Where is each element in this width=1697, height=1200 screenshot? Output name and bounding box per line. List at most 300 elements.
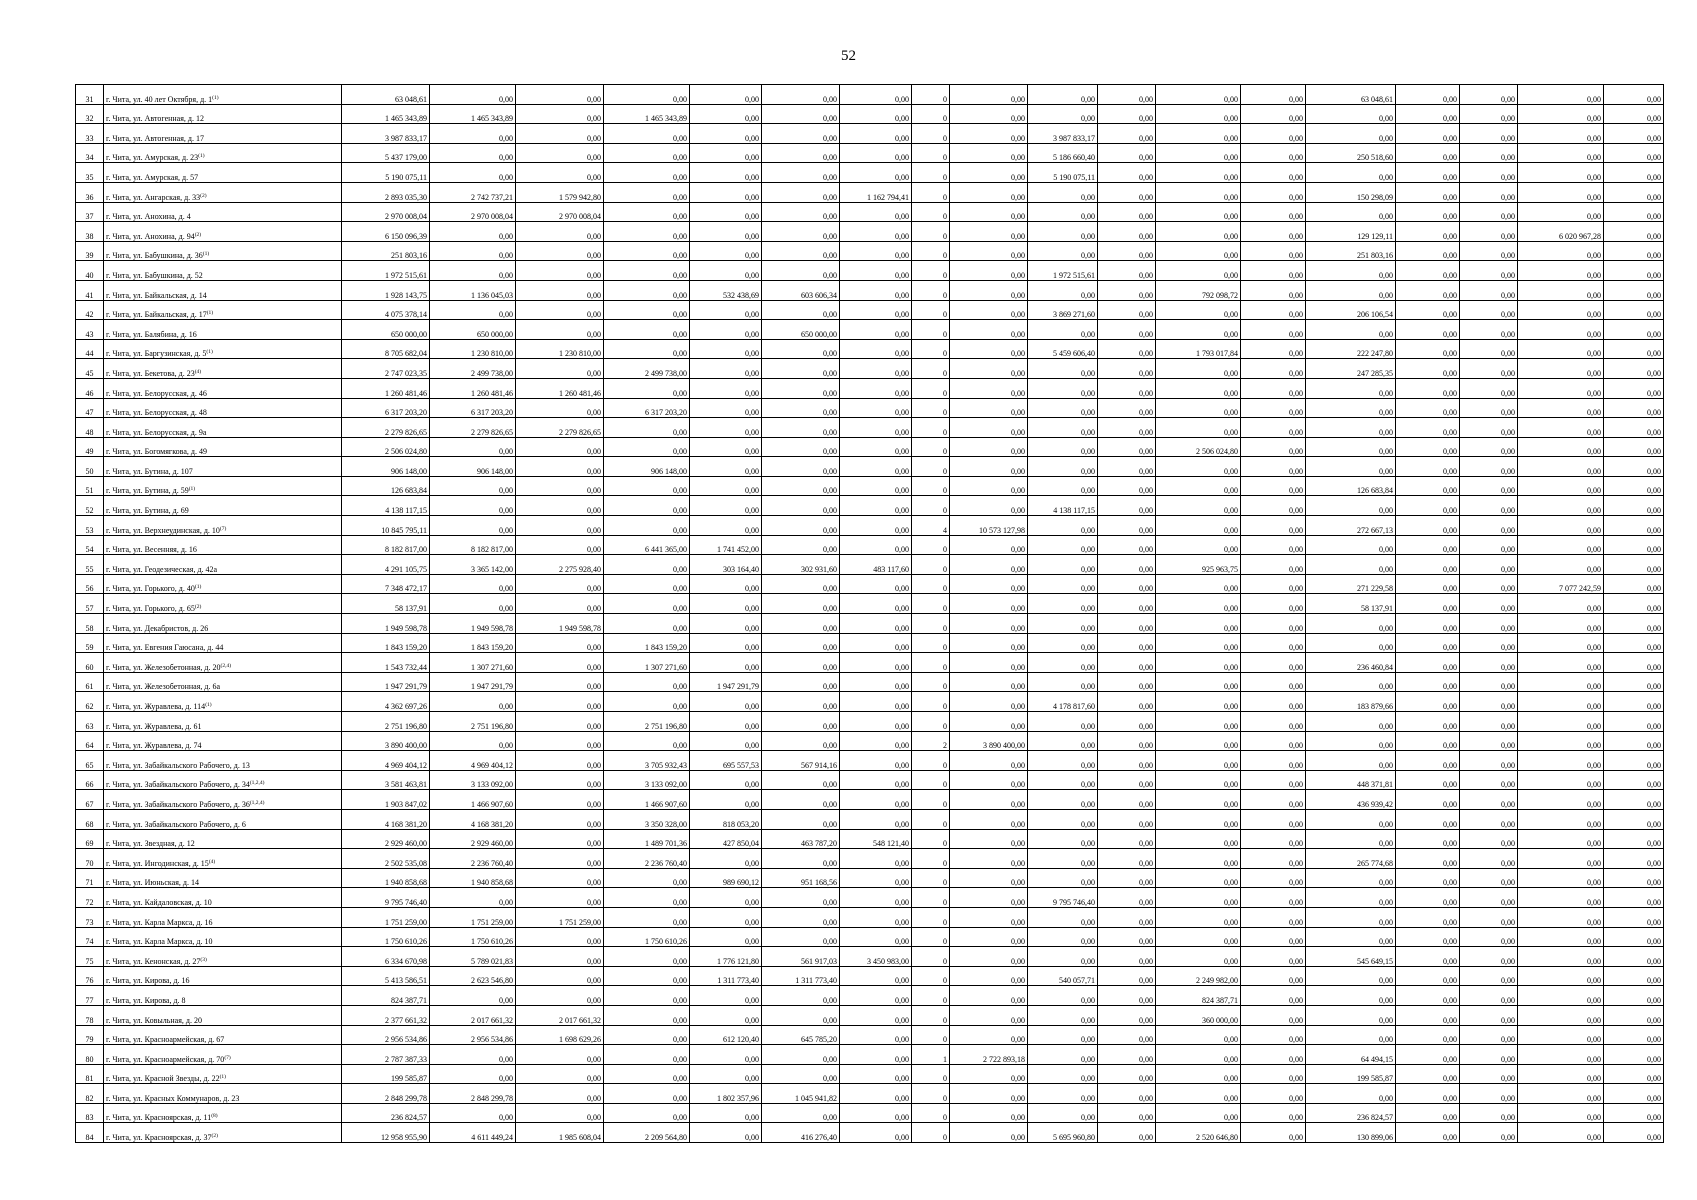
value-cell: 0,00 [1241, 202, 1306, 222]
row-number: 47 [76, 398, 104, 418]
value-cell: 0,00 [1098, 241, 1156, 261]
value-cell: 4 [912, 516, 950, 536]
value-cell: 0 [912, 1123, 950, 1143]
row-number: 34 [76, 143, 104, 163]
row-number: 33 [76, 124, 104, 144]
value-cell: 0,00 [1098, 1123, 1156, 1143]
value-cell: 416 276,40 [762, 1123, 840, 1143]
value-cell: 0,00 [516, 809, 604, 829]
value-cell: 0,00 [1028, 1084, 1098, 1104]
value-cell: 0,00 [840, 633, 912, 653]
address-text: г. Чита, ул. Геодезическая, д. 42а [106, 564, 218, 574]
value-cell: 0,00 [1518, 555, 1604, 575]
address-text: г. Чита, ул. Декабристов, д. 26 [106, 623, 209, 633]
table-row [76, 339, 1664, 359]
address-cell [104, 202, 342, 222]
total-cost-cell: 2 506 024,80 [342, 437, 430, 457]
value-cell: 0,00 [762, 1064, 840, 1084]
value-cell: 0,00 [1604, 868, 1664, 888]
value-cell: 0,00 [840, 1025, 912, 1045]
value-cell: 0,00 [1028, 398, 1098, 418]
address-text: г. Чита, ул. Красных Коммунаров, д. 23 [106, 1093, 240, 1103]
value-cell: 0,00 [516, 241, 604, 261]
value-cell: 0,00 [1518, 261, 1604, 281]
value-cell: 0,00 [1156, 751, 1241, 771]
value-cell: 150 298,09 [1306, 182, 1396, 202]
value-cell: 0,00 [516, 143, 604, 163]
value-cell: 0,00 [1604, 829, 1664, 849]
value-cell: 0,00 [1518, 849, 1604, 869]
value-cell: 1 260 481,46 [430, 378, 516, 398]
value-cell: 0 [912, 1005, 950, 1025]
value-cell: 0,00 [516, 104, 604, 124]
table-row [76, 1123, 1664, 1143]
value-cell: 0,00 [1460, 163, 1518, 183]
value-cell: 0,00 [1306, 751, 1396, 771]
table-row [76, 947, 1664, 967]
value-cell: 0,00 [1604, 300, 1664, 320]
value-cell: 0,00 [840, 751, 912, 771]
value-cell: 2 742 737,21 [430, 182, 516, 202]
value-cell: 0,00 [950, 280, 1028, 300]
address-cell [104, 261, 342, 281]
value-cell: 0,00 [1241, 966, 1306, 986]
value-cell: 0,00 [950, 692, 1028, 712]
value-cell: 0,00 [690, 1045, 762, 1065]
table-row [76, 85, 1664, 105]
value-cell: 0,00 [1460, 692, 1518, 712]
value-cell: 0,00 [1604, 222, 1664, 242]
value-cell: 989 690,12 [690, 868, 762, 888]
value-cell: 4 168 381,20 [430, 809, 516, 829]
row-number: 66 [76, 770, 104, 790]
value-cell: 0,00 [840, 143, 912, 163]
value-cell: 0,00 [1156, 868, 1241, 888]
value-cell: 0,00 [1396, 947, 1460, 967]
value-cell: 0,00 [1306, 888, 1396, 908]
value-cell: 0,00 [516, 712, 604, 732]
value-cell: 0,00 [604, 222, 690, 242]
value-cell: 0,00 [604, 966, 690, 986]
value-cell: 0,00 [762, 261, 840, 281]
value-cell: 0,00 [1518, 692, 1604, 712]
address-cell [104, 907, 342, 927]
value-cell: 0,00 [1241, 496, 1306, 516]
total-cost-cell: 5 413 586,51 [342, 966, 430, 986]
address-cell [104, 712, 342, 732]
value-cell: 0,00 [690, 320, 762, 340]
row-number: 58 [76, 614, 104, 634]
value-cell: 0,00 [604, 143, 690, 163]
value-cell: 0,00 [950, 574, 1028, 594]
address-cell [104, 124, 342, 144]
value-cell: 0,00 [1098, 535, 1156, 555]
address-cell [104, 241, 342, 261]
value-cell: 2 [912, 731, 950, 751]
address-text: г. Чита, ул. Анохина, д. 4 [106, 212, 191, 222]
value-cell: 0,00 [950, 712, 1028, 732]
value-cell: 0,00 [762, 202, 840, 222]
value-cell: 0,00 [762, 535, 840, 555]
value-cell: 0,00 [1604, 261, 1664, 281]
value-cell: 0,00 [1028, 633, 1098, 653]
row-number: 60 [76, 653, 104, 673]
value-cell: 0,00 [950, 829, 1028, 849]
footnote-marker: (1) [205, 702, 212, 708]
value-cell: 0,00 [1098, 829, 1156, 849]
value-cell: 0,00 [1241, 163, 1306, 183]
value-cell: 236 460,84 [1306, 653, 1396, 673]
value-cell: 0,00 [762, 849, 840, 869]
value-cell: 0,00 [950, 300, 1028, 320]
total-cost-cell: 4 362 697,26 [342, 692, 430, 712]
address-text: г. Чита, ул. Красноармейская, д. 70 [106, 1054, 225, 1064]
address-text: г. Чита, ул. Баргузинская, д. 5 [106, 349, 207, 359]
value-cell: 0,00 [1098, 222, 1156, 242]
value-cell: 483 117,60 [840, 555, 912, 575]
value-cell: 0,00 [1460, 1045, 1518, 1065]
value-cell: 0,00 [690, 1005, 762, 1025]
value-cell: 0,00 [516, 1103, 604, 1123]
value-cell: 236 824,57 [1306, 1103, 1396, 1123]
address-text: г. Чита, ул. Забайкальского Рабочего, д. 13 [106, 760, 250, 770]
value-cell: 0,00 [1604, 770, 1664, 790]
table-row [76, 868, 1664, 888]
value-cell: 0,00 [1396, 966, 1460, 986]
value-cell: 0,00 [1028, 653, 1098, 673]
value-cell: 0,00 [1604, 104, 1664, 124]
value-cell: 0,00 [1604, 594, 1664, 614]
value-cell: 0,00 [604, 476, 690, 496]
value-cell: 0,00 [1460, 633, 1518, 653]
value-cell: 0,00 [1028, 1103, 1098, 1123]
value-cell: 2 623 546,80 [430, 966, 516, 986]
value-cell: 0,00 [840, 280, 912, 300]
address-cell [104, 437, 342, 457]
value-cell: 1 972 515,61 [1028, 261, 1098, 281]
value-cell: 0,00 [1241, 849, 1306, 869]
row-number: 80 [76, 1045, 104, 1065]
address-cell [104, 633, 342, 653]
value-cell: 0,00 [1396, 300, 1460, 320]
total-cost-cell: 4 969 404,12 [342, 751, 430, 771]
address-text: г. Чита, ул. Горького, д. 65 [106, 604, 195, 614]
value-cell: 0,00 [604, 672, 690, 692]
total-cost-cell: 2 956 534,86 [342, 1025, 430, 1045]
address-text: г. Чита, ул. Амурская, д. 57 [106, 172, 199, 182]
value-cell: 0,00 [516, 574, 604, 594]
value-cell: 0,00 [840, 790, 912, 810]
value-cell: 0,00 [1306, 555, 1396, 575]
value-cell: 0,00 [516, 437, 604, 457]
value-cell: 0,00 [1396, 104, 1460, 124]
total-cost-cell: 1 903 847,02 [342, 790, 430, 810]
value-cell: 0,00 [1028, 731, 1098, 751]
value-cell: 199 585,87 [1306, 1064, 1396, 1084]
value-cell: 532 438,69 [690, 280, 762, 300]
value-cell: 0,00 [1396, 280, 1460, 300]
value-cell: 0,00 [1028, 280, 1098, 300]
total-cost-cell: 8 182 817,00 [342, 535, 430, 555]
value-cell: 0,00 [1241, 770, 1306, 790]
address-text: г. Чита, ул. Журавлева, д. 74 [106, 741, 202, 751]
value-cell: 0,00 [840, 516, 912, 536]
row-number: 41 [76, 280, 104, 300]
value-cell: 0,00 [604, 868, 690, 888]
address-text: г. Чита, ул. Евгения Гаюсана, д. 44 [106, 643, 224, 653]
value-cell: 0,00 [430, 241, 516, 261]
value-cell: 0,00 [1098, 280, 1156, 300]
value-cell: 0,00 [950, 339, 1028, 359]
total-cost-cell: 2 279 826,65 [342, 418, 430, 438]
table-row [76, 280, 1664, 300]
value-cell: 0,00 [950, 320, 1028, 340]
value-cell: 0,00 [1604, 692, 1664, 712]
value-cell: 0,00 [1241, 1103, 1306, 1123]
value-cell: 0,00 [604, 124, 690, 144]
value-cell: 0,00 [1518, 927, 1604, 947]
value-cell: 0,00 [604, 163, 690, 183]
value-cell: 0,00 [1098, 359, 1156, 379]
value-cell: 206 106,54 [1306, 300, 1396, 320]
value-cell: 0,00 [1241, 437, 1306, 457]
value-cell: 0,00 [1396, 476, 1460, 496]
value-cell: 548 121,40 [840, 829, 912, 849]
address-text: г. Чита, ул. Кирова, д. 8 [106, 995, 186, 1005]
value-cell: 0,00 [690, 770, 762, 790]
value-cell: 0,00 [1518, 966, 1604, 986]
value-cell: 0,00 [1028, 594, 1098, 614]
row-number: 84 [76, 1123, 104, 1143]
table-row [76, 261, 1664, 281]
table-row [76, 1045, 1664, 1065]
value-cell: 0,00 [1460, 182, 1518, 202]
value-cell: 0,00 [1396, 457, 1460, 477]
value-cell: 0,00 [1518, 339, 1604, 359]
value-cell: 0,00 [1604, 927, 1664, 947]
value-cell: 0,00 [690, 1123, 762, 1143]
value-cell: 0,00 [1604, 1103, 1664, 1123]
value-cell: 0 [912, 966, 950, 986]
value-cell: 0,00 [1098, 770, 1156, 790]
table-row [76, 398, 1664, 418]
value-cell: 0,00 [1156, 1045, 1241, 1065]
value-cell: 0 [912, 790, 950, 810]
value-cell: 0 [912, 182, 950, 202]
value-cell: 0,00 [1518, 535, 1604, 555]
table-row [76, 163, 1664, 183]
value-cell: 0,00 [840, 770, 912, 790]
value-cell: 0,00 [1028, 182, 1098, 202]
address-text: г. Чита, ул. Кирова, д. 16 [106, 976, 190, 986]
row-number: 83 [76, 1103, 104, 1123]
value-cell: 0,00 [1241, 1005, 1306, 1025]
row-number: 70 [76, 849, 104, 869]
value-cell: 906 148,00 [430, 457, 516, 477]
total-cost-cell: 2 787 387,33 [342, 1045, 430, 1065]
value-cell: 0,00 [604, 731, 690, 751]
value-cell: 0,00 [516, 731, 604, 751]
value-cell: 0,00 [1396, 359, 1460, 379]
footnote-marker: (7) [219, 525, 227, 532]
value-cell: 0,00 [516, 633, 604, 653]
total-cost-cell: 1 260 481,46 [342, 378, 430, 398]
value-cell: 0,00 [762, 633, 840, 653]
value-cell: 427 850,04 [690, 829, 762, 849]
value-cell: 0,00 [516, 1064, 604, 1084]
value-cell: 0,00 [950, 496, 1028, 516]
value-cell: 0,00 [1518, 476, 1604, 496]
value-cell: 0,00 [1396, 633, 1460, 653]
value-cell: 1 136 045,03 [430, 280, 516, 300]
value-cell: 0,00 [516, 163, 604, 183]
value-cell: 0,00 [1156, 378, 1241, 398]
value-cell: 0,00 [1518, 241, 1604, 261]
value-cell: 0,00 [1098, 692, 1156, 712]
value-cell: 0,00 [1306, 966, 1396, 986]
value-cell: 0,00 [1306, 809, 1396, 829]
value-cell: 0,00 [1098, 476, 1156, 496]
value-cell: 0,00 [690, 359, 762, 379]
total-cost-cell: 3 581 463,81 [342, 770, 430, 790]
value-cell: 0,00 [1518, 300, 1604, 320]
table-row [76, 790, 1664, 810]
value-cell: 0,00 [690, 1103, 762, 1123]
value-cell: 0,00 [516, 1084, 604, 1104]
value-cell: 0,00 [1396, 1045, 1460, 1065]
value-cell: 0,00 [1518, 457, 1604, 477]
total-cost-cell: 1 465 343,89 [342, 104, 430, 124]
row-number: 45 [76, 359, 104, 379]
value-cell: 0,00 [762, 731, 840, 751]
value-cell: 0,00 [840, 672, 912, 692]
row-number: 39 [76, 241, 104, 261]
value-cell: 0,00 [1460, 829, 1518, 849]
address-cell [104, 163, 342, 183]
address-text: г. Чита, ул. Забайкальского Рабочего, д. 34 [106, 780, 250, 790]
value-cell: 0,00 [840, 653, 912, 673]
value-cell: 0,00 [1518, 653, 1604, 673]
value-cell: 0,00 [1396, 927, 1460, 947]
value-cell: 0,00 [840, 614, 912, 634]
value-cell: 0 [912, 888, 950, 908]
table-row [76, 437, 1664, 457]
address-text: г. Чита, ул. Балябина, д. 16 [106, 329, 197, 339]
address-text: г. Чита, ул. Амурская, д. 23 [106, 153, 199, 163]
value-cell: 0,00 [840, 1045, 912, 1065]
value-cell: 0,00 [1518, 868, 1604, 888]
value-cell: 0,00 [1460, 261, 1518, 281]
value-cell: 0,00 [430, 1045, 516, 1065]
value-cell: 0 [912, 907, 950, 927]
value-cell: 0,00 [840, 85, 912, 105]
value-cell: 0,00 [1156, 574, 1241, 594]
value-cell: 0,00 [690, 163, 762, 183]
value-cell: 0 [912, 849, 950, 869]
value-cell: 0,00 [1306, 457, 1396, 477]
value-cell: 0,00 [1604, 614, 1664, 634]
value-cell: 0,00 [690, 574, 762, 594]
value-cell: 0,00 [1306, 124, 1396, 144]
value-cell: 0,00 [762, 398, 840, 418]
address-cell [104, 947, 342, 967]
value-cell: 2 848 299,78 [430, 1084, 516, 1104]
value-cell: 0,00 [1396, 143, 1460, 163]
value-cell: 1 793 017,84 [1156, 339, 1241, 359]
value-cell: 0,00 [762, 770, 840, 790]
value-cell: 0,00 [762, 222, 840, 242]
value-cell: 0,00 [950, 1005, 1028, 1025]
value-cell: 0,00 [516, 692, 604, 712]
row-number: 65 [76, 751, 104, 771]
table-row [76, 888, 1664, 908]
value-cell: 0,00 [690, 104, 762, 124]
value-cell: 0,00 [1028, 986, 1098, 1006]
value-cell: 0,00 [604, 1084, 690, 1104]
value-cell: 0 [912, 496, 950, 516]
value-cell: 0,00 [516, 888, 604, 908]
value-cell: 0,00 [1460, 418, 1518, 438]
value-cell: 0,00 [1241, 339, 1306, 359]
value-cell: 0,00 [840, 966, 912, 986]
address-cell [104, 770, 342, 790]
value-cell: 0 [912, 261, 950, 281]
value-cell: 1 843 159,20 [604, 633, 690, 653]
value-cell: 0,00 [840, 731, 912, 751]
total-cost-cell: 2 502 535,08 [342, 849, 430, 869]
address-text: г. Чита, ул. Кенонская, д. 27 [106, 956, 201, 966]
value-cell: 0,00 [762, 300, 840, 320]
value-cell: 0,00 [1156, 770, 1241, 790]
value-cell: 0,00 [950, 1064, 1028, 1084]
value-cell: 0,00 [1156, 907, 1241, 927]
value-cell: 0,00 [516, 496, 604, 516]
value-cell: 1 307 271,60 [604, 653, 690, 673]
value-cell: 1 466 907,60 [430, 790, 516, 810]
value-cell: 0,00 [1396, 1064, 1460, 1084]
value-cell: 0,00 [762, 790, 840, 810]
value-cell: 0,00 [604, 594, 690, 614]
value-cell: 0,00 [1460, 398, 1518, 418]
value-cell: 0,00 [1028, 790, 1098, 810]
value-cell: 0,00 [1396, 163, 1460, 183]
value-cell: 0,00 [1518, 202, 1604, 222]
value-cell: 0,00 [1156, 476, 1241, 496]
value-cell: 0,00 [516, 535, 604, 555]
value-cell: 0 [912, 378, 950, 398]
value-cell: 0,00 [1396, 378, 1460, 398]
value-cell: 1 [912, 1045, 950, 1065]
value-cell: 0,00 [950, 182, 1028, 202]
value-cell: 0,00 [1241, 1064, 1306, 1084]
table-row [76, 378, 1664, 398]
value-cell: 0,00 [1604, 457, 1664, 477]
value-cell: 0,00 [1028, 614, 1098, 634]
value-cell: 0,00 [1460, 320, 1518, 340]
value-cell: 0,00 [1518, 124, 1604, 144]
value-cell: 0,00 [840, 868, 912, 888]
value-cell: 1 750 610,26 [604, 927, 690, 947]
value-cell: 0,00 [1241, 476, 1306, 496]
value-cell: 0,00 [840, 222, 912, 242]
total-cost-cell: 1 543 732,44 [342, 653, 430, 673]
value-cell: 2 275 928,40 [516, 555, 604, 575]
table-row [76, 1064, 1664, 1084]
address-text: г. Чита, ул. Красной Звезды, д. 22 [106, 1074, 220, 1084]
value-cell: 0,00 [1518, 496, 1604, 516]
value-cell: 0,00 [762, 85, 840, 105]
value-cell: 0,00 [840, 927, 912, 947]
